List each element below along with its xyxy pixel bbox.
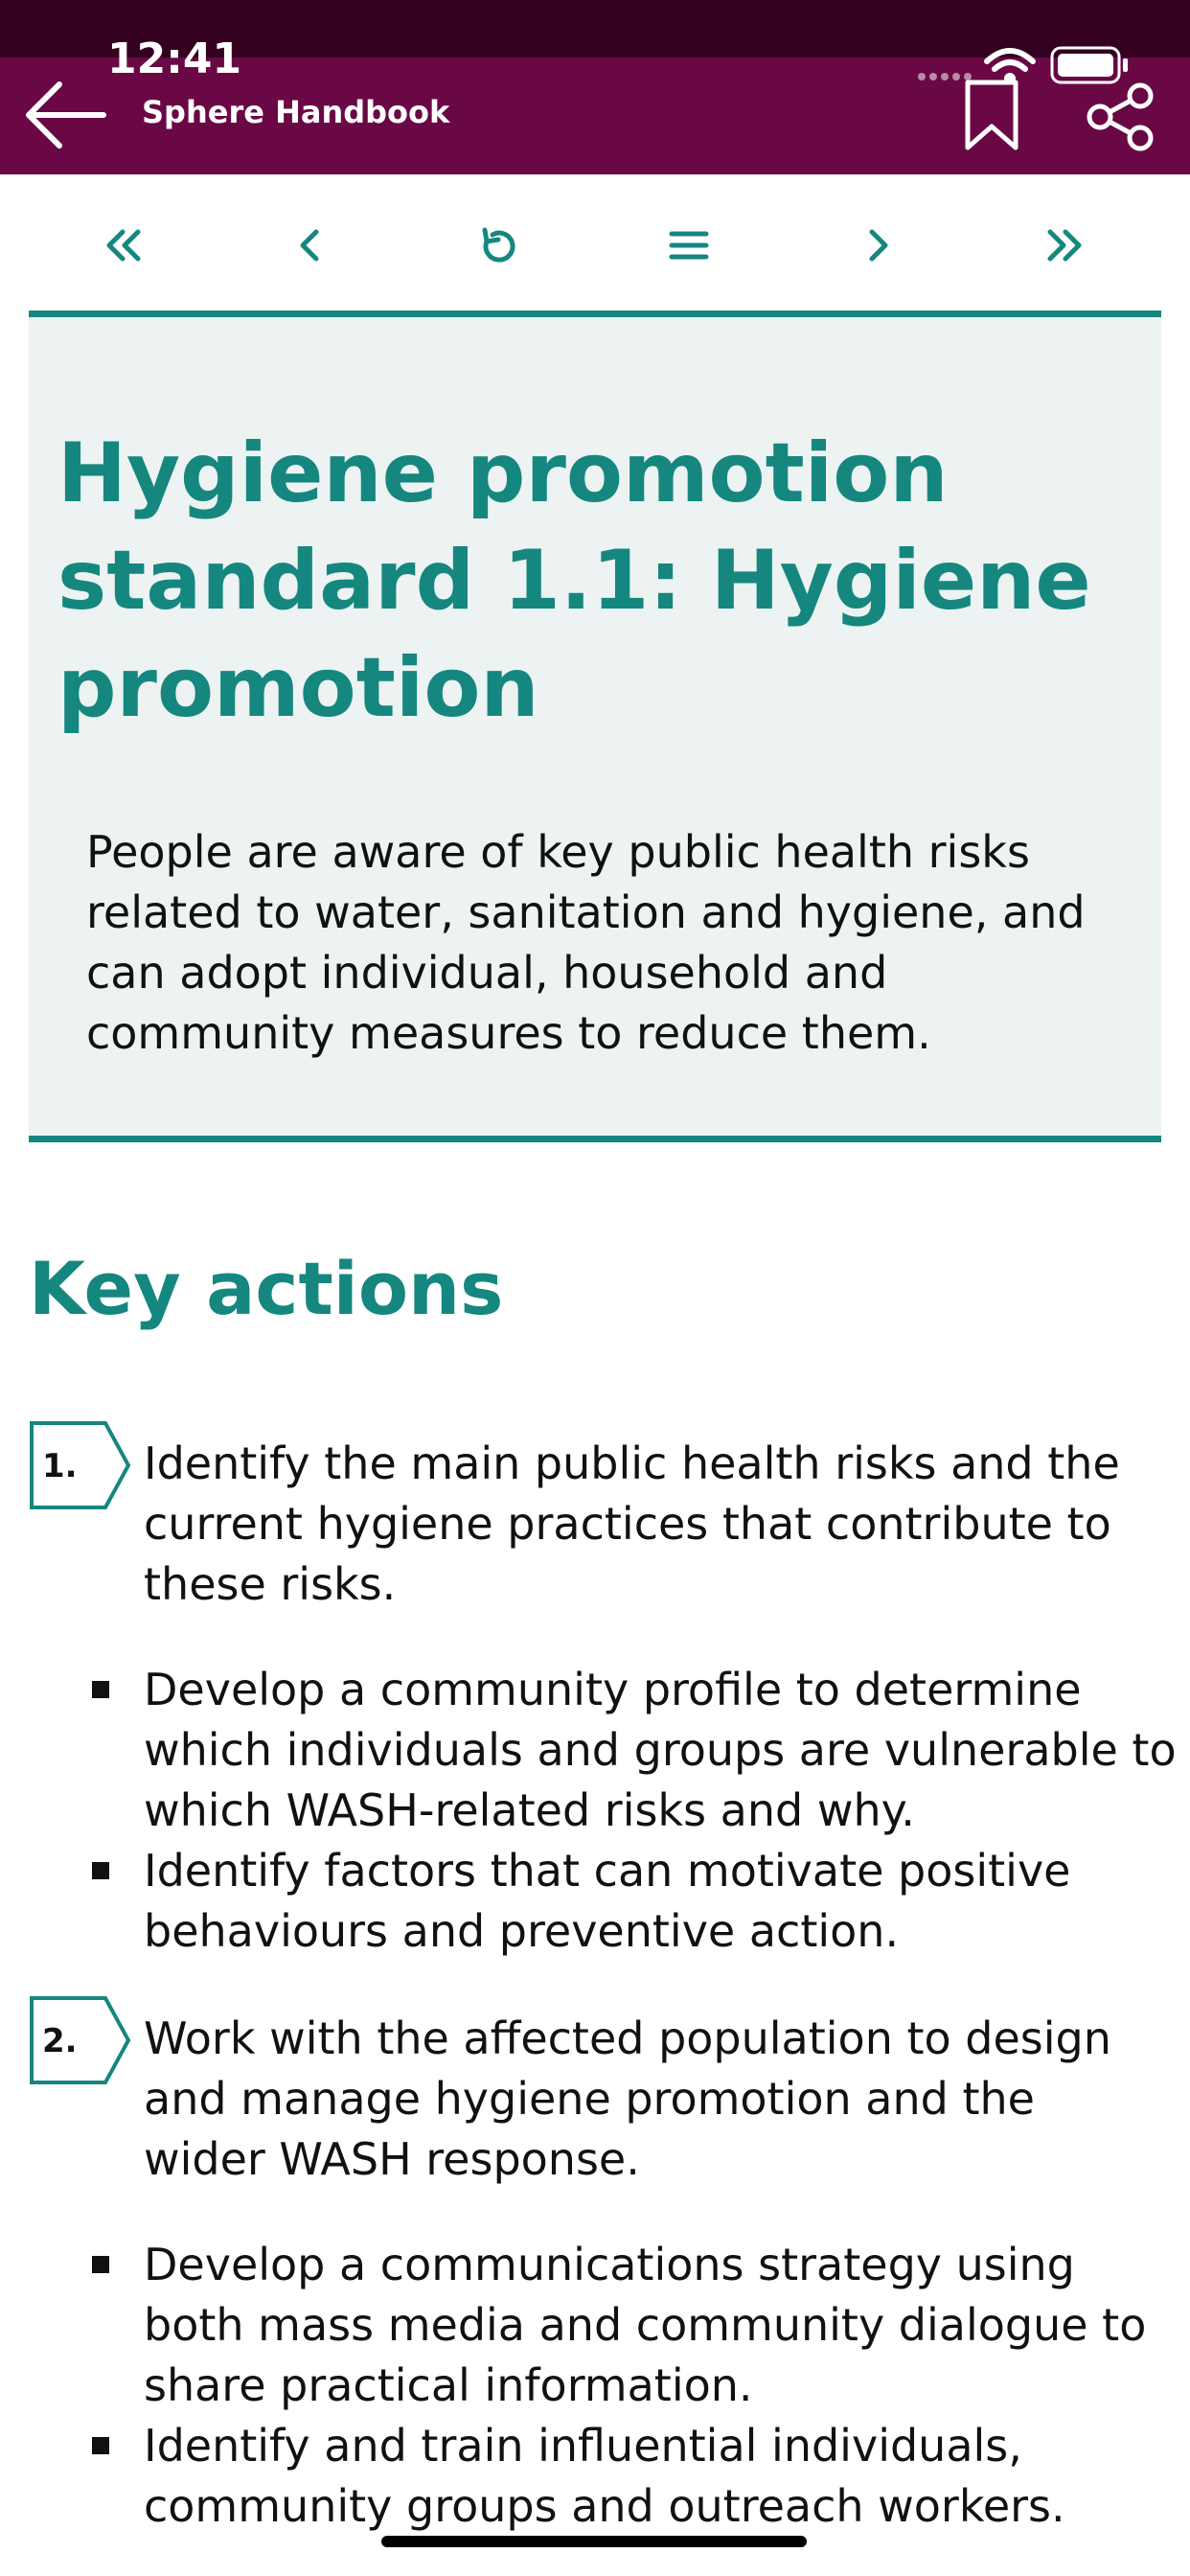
- bullet-text: Identify and train influential individuals, community groups and outreach workers.: [144, 2420, 1065, 2532]
- first-page-button[interactable]: [82, 209, 163, 282]
- share-icon: [1085, 82, 1157, 151]
- bookmark-button[interactable]: [958, 77, 1025, 153]
- page-navigation: [0, 174, 1190, 314]
- first-page-icon: [100, 222, 146, 268]
- action-number: 2.: [42, 2022, 78, 2060]
- standard-description: People are aware of key public health risks related to water, sanitation and hygiene, and can adopt individual, household and community measures to reduce them.: [86, 826, 1086, 1059]
- next-page-button[interactable]: [837, 209, 918, 282]
- bookmark-icon: [958, 77, 1025, 153]
- action-text: Identify the main public health risks and the current hygiene practices that contribute to these risks.: [144, 1438, 1120, 1610]
- action-text: Work with the affected population to design and manage hygiene promotion and the wider WASH response.: [144, 2012, 1111, 2185]
- share-button[interactable]: [1085, 82, 1157, 151]
- refresh-icon: [475, 222, 521, 268]
- bullet-text: Develop a community profile to determine which individuals and groups are vulnerable to which WASH-related risks and why.: [144, 1664, 1177, 1836]
- bullet-icon: [92, 2437, 109, 2454]
- refresh-button[interactable]: [458, 209, 538, 282]
- bullet-icon: [92, 1681, 109, 1698]
- menu-button[interactable]: [649, 209, 729, 282]
- home-indicator[interactable]: [381, 2536, 807, 2547]
- previous-page-icon: [287, 222, 333, 268]
- bullet-icon: [92, 2256, 109, 2273]
- bullet-text: Develop a communications strategy using both mass media and community dialogue to share practical information.: [144, 2239, 1147, 2411]
- action-number-badge: [29, 1420, 132, 1510]
- status-time: 12:41: [107, 34, 242, 83]
- battery-icon: [1052, 48, 1128, 82]
- last-page-icon: [1042, 222, 1088, 268]
- menu-icon: [666, 222, 712, 268]
- action-number-badge: [29, 1995, 132, 2085]
- app-title: Sphere Handbook: [142, 94, 450, 130]
- previous-page-button[interactable]: [270, 209, 351, 282]
- action-number: 1.: [42, 1447, 78, 1485]
- bullet-text: Identify factors that can motivate positive behaviours and preventive action.: [144, 1845, 1071, 1957]
- last-page-button[interactable]: [1025, 209, 1106, 282]
- next-page-icon: [855, 222, 901, 268]
- key-actions-heading: Key actions: [29, 1246, 504, 1331]
- bullet-icon: [92, 1862, 109, 1879]
- standard-title: Hygiene promotion standard 1.1: Hygiene promotion: [57, 426, 1091, 736]
- back-arrow-icon: [21, 80, 109, 150]
- back-button[interactable]: [21, 80, 109, 150]
- status-icons: [918, 42, 1138, 86]
